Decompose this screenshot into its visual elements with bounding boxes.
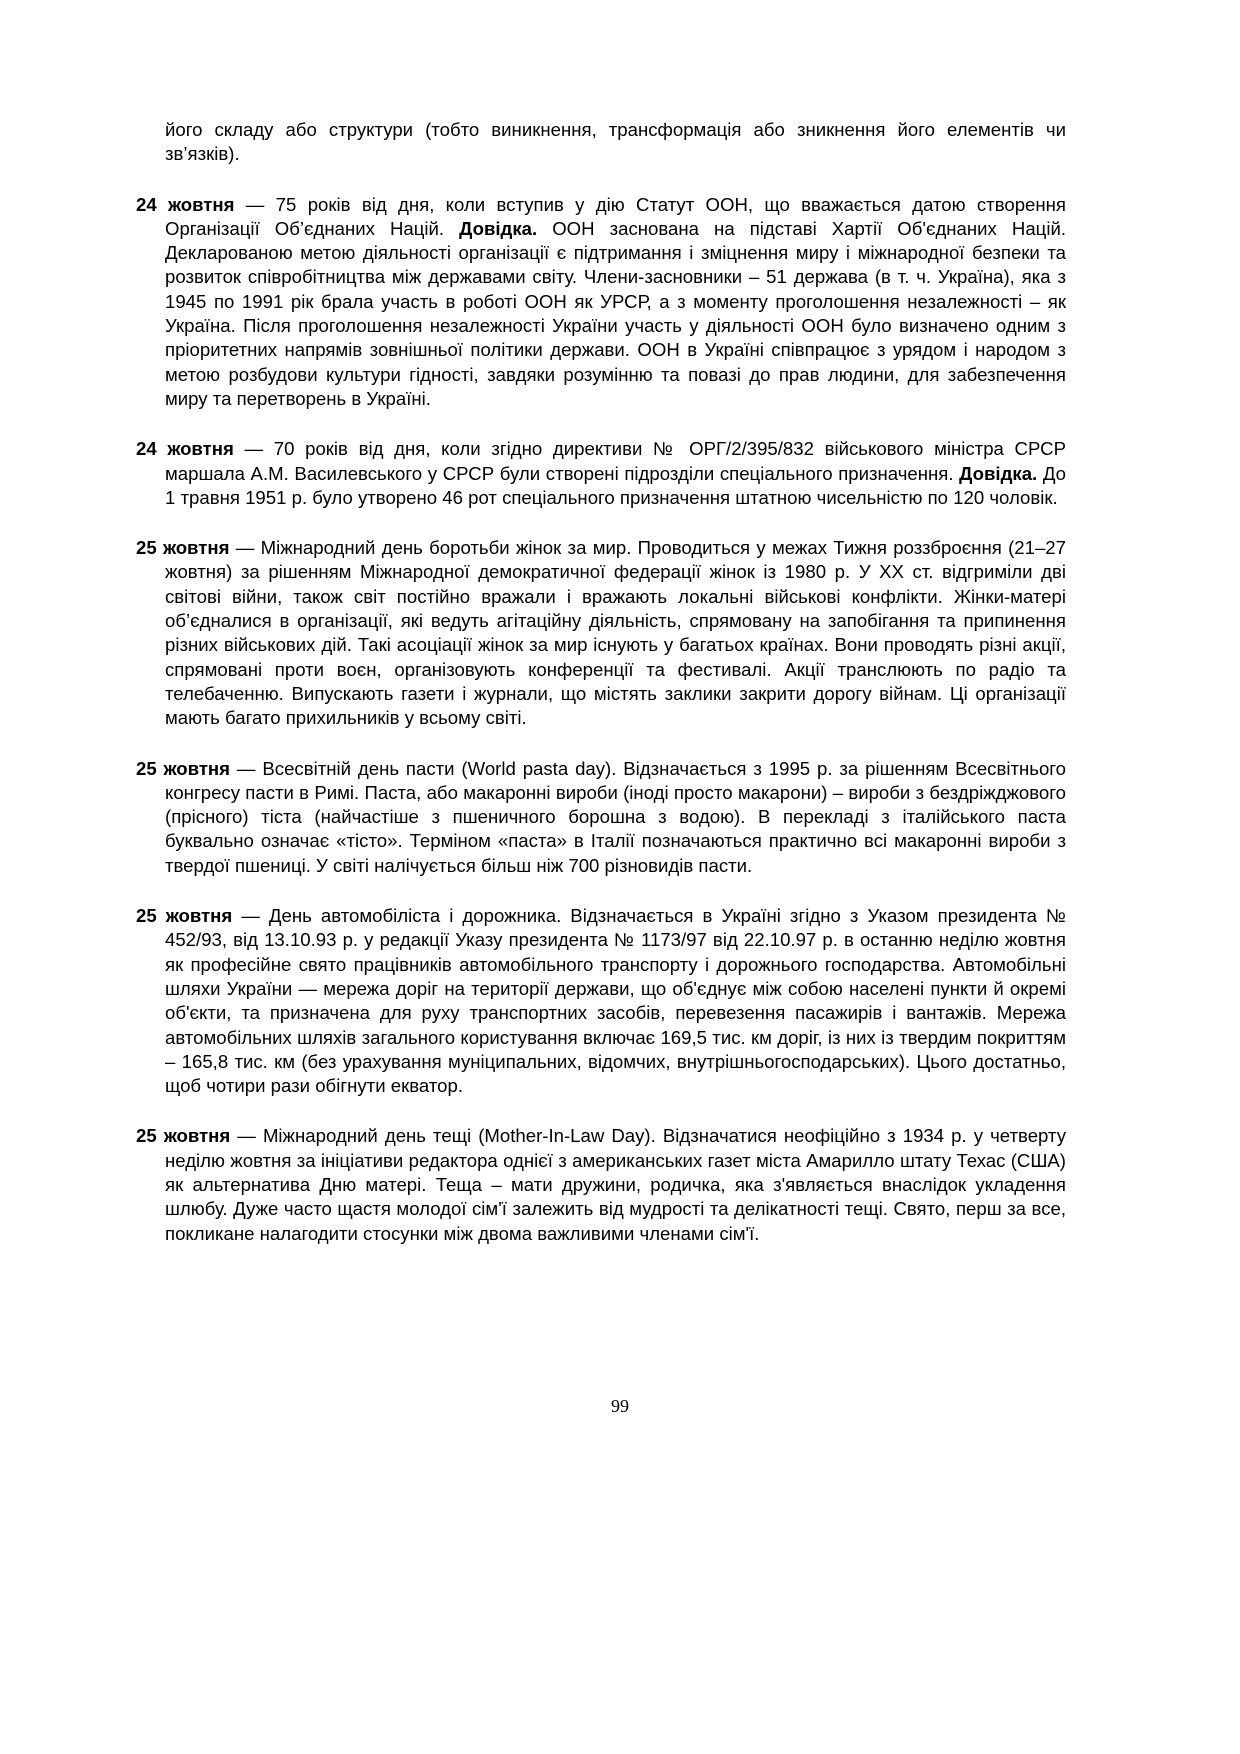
document-body [136, 118, 1066, 1246]
calendar-entry [136, 757, 1066, 878]
entry-date: 24 жовтня [136, 438, 234, 460]
entry-reference-text: До 1 травня 1951 р. було утворено 46 рот спеціального призначення штатною чисельністю по 120 чоловік. [165, 462, 1067, 508]
entry-text: — Міжнародний день боротьби жінок за мир. Проводиться у межах Тижня роззброєння (21–27 жовтня) за рішенням Міжнародної демократичної федерації жінок із 1980 р. У ХХ ст. відгриміли дві світові війни, також світ постійно вражали і вражають локальні військові конфлікти. Жінки-матері об’єдналися в організації, які ведуть агітаційну діяльність, спрямовану на запобігання та припинення різних військових дій. Такі асоціації жінок за мир існують у багатьох країнах. Вони проводять різні акції, спрямовані проти воєн, організовують конференції та фестивалі. Акції транслюють по радіо та телебаченню. Випускають газети і журнали, що містять заклики закрити дорогу війнам. Ці організації мають багато прихильників у всьому світі. [165, 537, 1066, 729]
entry-text: — Всесвітній день пасти (World pasta day). Відзначається з 1995 р. за рішенням Всесвітнього конгресу пасти в Римі. Паста, або макаронні вироби (іноді просто макарони) – вироби з бездріжджового (прісного) тіста (найчастіше з пшеничного борошна з водою). В перекладі з італійського паста буквально означає «тісто». Терміном «паста» в Італії позначаються практично всі макаронні вироби з твердої пшениці. У світі налічується більш ніж 700 різновидів пасти. [165, 757, 1067, 876]
entry-text: — Міжнародний день тещі (Mother-In-Law Day). Відзначатися неофіційно з 1934 р. у четверту неділю жовтня за ініціативи редактора однієї з американських газет міста Амарилло штату Техас (США) як альтернатива Дню матері. Теща – мати дружини, родичка, яка з'являється внаслідок укладення шлюбу. Дуже часто щастя молодої сім'ї залежить від мудрості та делікатності тещі. Свято, перш за все, покликане налагодити стосунки між двома важливими членами сім'ї. [165, 1125, 1066, 1244]
entry-date: 25 жовтня [136, 537, 230, 559]
continuation-text: його складу або структури (тобто виникнення, трансформація або зникнення його елементів чи зв’язків). [165, 119, 1066, 165]
entry-text: — День автомобіліста і дорожника. Відзначається в Україні згідно з Указом президента № 452/93, від 13.10.93 р. у редакції Указу президента № 1173/97 від 22.10.97 р. в останню неділю жовтня як професійне свято працівників автомобільного транспорту і дорожнього господарства. Автомобільні шляхи України — мережа доріг на території держави, що об'єднує між собою населені пункти й окремі об'єкти, та призначена для руху транспортних засобів, перевезення пасажирів і вантажів. Мережа автомобільних шляхів загального користування включає 169,5 тис. км доріг, із них із твердим покриттям – 165,8 тис. км (без урахування муніципальних, відомчих, внутрішньогосподарських). Цього достатньо, щоб чотири рази обігнути екватор. [165, 905, 1066, 1097]
entry-text: — 70 років від дня, коли згідно директиви № ОРГ/2/395/832 військового міністра СРСР маршала А.М. Василевського у СРСР були створені підрозділи спеціального призначення. [165, 438, 1067, 484]
entry-date: 25 жовтня [136, 1125, 231, 1147]
calendar-entry [136, 437, 1066, 510]
entry-reference-label: Довідка. [459, 217, 538, 239]
entry-reference-text: ООН заснована на підставі Хартії Об'єднаних Націй. Декларованою метою діяльності організації є підтримання і зміцнення миру і міжнародної безпеки та розвиток співробітництва між державами світу. Члени-засновники – 51 держава (в т. ч. Україна), яка з 1945 по 1991 рік брала участь в роботі ООН як УРСР, а з моменту проголошення незалежності – як Україна. Після проголошення незалежності України участь у діяльності ООН було визначено одним з пріоритетних напрямів зовнішньої політики держави. ООН в Україні співпрацює з урядом і народом з метою розбудови культури гідності, завдяки розумінню та повазі до прав людини, для забезпечення миру та перетворень в Україні. [165, 217, 1066, 409]
entry-reference-label: Довідка. [959, 462, 1038, 484]
entry-date: 25 жовтня [136, 905, 233, 927]
entry-date: 25 жовтня [136, 757, 231, 779]
calendar-entry [136, 1124, 1066, 1245]
entry-date: 24 жовтня [136, 193, 235, 215]
calendar-entry [136, 193, 1066, 412]
page-number: 99 [611, 1396, 629, 1416]
entry-text: — 75 років від дня, коли вступив у дію Статут ООН, що вважається датою створення Організації Об’єднаних Націй. [165, 193, 1066, 239]
continuation-paragraph [136, 118, 1066, 167]
calendar-entry [136, 904, 1066, 1098]
calendar-entry [136, 536, 1066, 730]
